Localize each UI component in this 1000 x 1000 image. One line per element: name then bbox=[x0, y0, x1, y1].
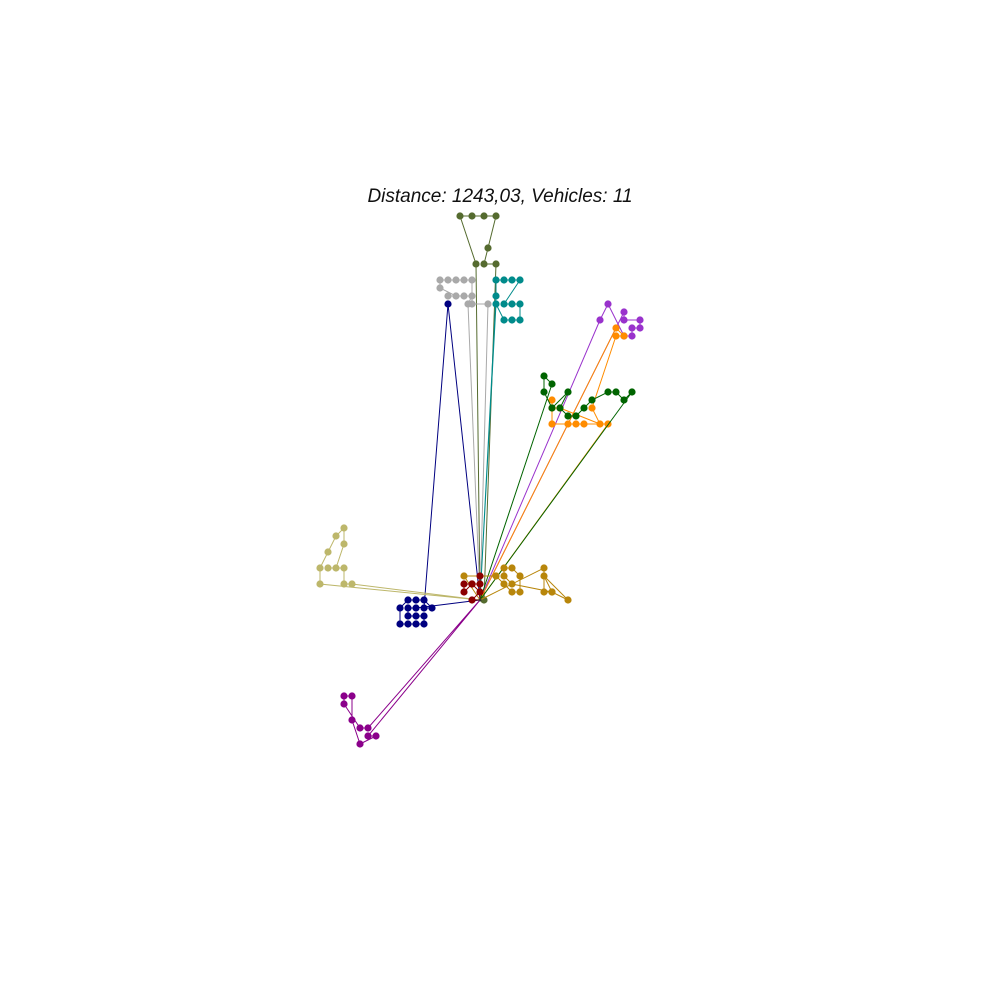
customer-point bbox=[516, 276, 523, 283]
customer-point bbox=[628, 332, 635, 339]
customer-point bbox=[516, 588, 523, 595]
customer-point bbox=[340, 580, 347, 587]
customer-point bbox=[564, 420, 571, 427]
customer-point bbox=[612, 324, 619, 331]
customer-point bbox=[356, 740, 363, 747]
customer-point bbox=[596, 316, 603, 323]
route-5 bbox=[316, 524, 480, 600]
customer-point bbox=[452, 292, 459, 299]
customer-point bbox=[420, 620, 427, 627]
customer-point bbox=[340, 524, 347, 531]
customer-point bbox=[500, 580, 507, 587]
customer-point bbox=[492, 212, 499, 219]
route-line bbox=[480, 304, 640, 600]
customer-point bbox=[480, 212, 487, 219]
customer-point bbox=[404, 604, 411, 611]
customer-point bbox=[356, 724, 363, 731]
customer-point bbox=[548, 380, 555, 387]
plot-title: Distance: 1243,03, Vehicles: 11 bbox=[367, 186, 633, 207]
customer-point bbox=[636, 324, 643, 331]
customer-point bbox=[500, 564, 507, 571]
customer-point bbox=[340, 692, 347, 699]
customer-point bbox=[468, 596, 475, 603]
customer-point bbox=[500, 316, 507, 323]
customer-point bbox=[412, 604, 419, 611]
customer-point bbox=[604, 300, 611, 307]
customer-point bbox=[460, 580, 467, 587]
customer-point bbox=[564, 412, 571, 419]
route-line bbox=[320, 528, 480, 600]
customer-point bbox=[316, 580, 323, 587]
customer-point bbox=[468, 580, 475, 587]
route-line bbox=[440, 280, 488, 600]
customer-point bbox=[332, 532, 339, 539]
customer-point bbox=[620, 316, 627, 323]
customer-point bbox=[456, 212, 463, 219]
depot-point bbox=[479, 599, 482, 602]
customer-point bbox=[492, 300, 499, 307]
customer-point bbox=[444, 276, 451, 283]
customer-point bbox=[548, 420, 555, 427]
customer-point bbox=[348, 580, 355, 587]
customer-point bbox=[500, 572, 507, 579]
customer-point bbox=[444, 300, 451, 307]
customer-point bbox=[628, 324, 635, 331]
customer-point bbox=[500, 276, 507, 283]
customer-point bbox=[636, 316, 643, 323]
customer-point bbox=[412, 596, 419, 603]
customer-point bbox=[396, 604, 403, 611]
customer-point bbox=[588, 404, 595, 411]
customer-point bbox=[404, 612, 411, 619]
customer-point bbox=[340, 540, 347, 547]
customer-point bbox=[476, 580, 483, 587]
customer-point bbox=[476, 572, 483, 579]
customer-point bbox=[580, 420, 587, 427]
customer-point bbox=[460, 588, 467, 595]
customer-point bbox=[508, 564, 515, 571]
customer-point bbox=[436, 276, 443, 283]
customer-point bbox=[500, 300, 507, 307]
customer-point bbox=[492, 260, 499, 267]
customer-point bbox=[372, 732, 379, 739]
customer-point bbox=[476, 588, 483, 595]
customer-point bbox=[436, 284, 443, 291]
customer-point bbox=[508, 300, 515, 307]
customer-point bbox=[428, 604, 435, 611]
customer-point bbox=[628, 388, 635, 395]
customer-point bbox=[460, 276, 467, 283]
customer-point bbox=[548, 404, 555, 411]
customer-point bbox=[588, 396, 595, 403]
customer-point bbox=[464, 300, 471, 307]
customer-point bbox=[540, 588, 547, 595]
customer-point bbox=[508, 580, 515, 587]
route-2 bbox=[436, 276, 491, 600]
customer-point bbox=[316, 564, 323, 571]
customer-point bbox=[572, 412, 579, 419]
customer-point bbox=[620, 396, 627, 403]
customer-point bbox=[468, 212, 475, 219]
customer-point bbox=[540, 564, 547, 571]
customer-point bbox=[508, 316, 515, 323]
customer-point bbox=[472, 260, 479, 267]
customer-point bbox=[620, 308, 627, 315]
customer-point bbox=[492, 276, 499, 283]
customer-point bbox=[340, 700, 347, 707]
customer-point bbox=[340, 564, 347, 571]
route-6 bbox=[480, 300, 644, 600]
customer-point bbox=[596, 420, 603, 427]
route-4 bbox=[396, 300, 480, 627]
customer-point bbox=[548, 588, 555, 595]
customer-point bbox=[364, 732, 371, 739]
customer-point bbox=[564, 388, 571, 395]
customer-point bbox=[540, 372, 547, 379]
customer-point bbox=[612, 332, 619, 339]
customer-point bbox=[332, 564, 339, 571]
customer-point bbox=[556, 404, 563, 411]
customer-point bbox=[412, 620, 419, 627]
route-3 bbox=[480, 276, 524, 600]
customer-point bbox=[348, 716, 355, 723]
customer-point bbox=[620, 332, 627, 339]
customer-point bbox=[452, 276, 459, 283]
customer-point bbox=[492, 292, 499, 299]
customer-point bbox=[492, 572, 499, 579]
customer-point bbox=[404, 596, 411, 603]
customer-point bbox=[604, 388, 611, 395]
customer-point bbox=[480, 260, 487, 267]
customer-point bbox=[468, 276, 475, 283]
customer-point bbox=[508, 588, 515, 595]
route-line bbox=[344, 600, 480, 744]
customer-point bbox=[612, 388, 619, 395]
customer-point bbox=[420, 604, 427, 611]
customer-point bbox=[580, 404, 587, 411]
customer-point bbox=[324, 548, 331, 555]
route-line bbox=[480, 328, 624, 600]
route-7 bbox=[480, 324, 628, 600]
customer-point bbox=[540, 572, 547, 579]
customer-point bbox=[540, 388, 547, 395]
customer-point bbox=[396, 620, 403, 627]
customer-point bbox=[516, 300, 523, 307]
customer-point bbox=[564, 596, 571, 603]
customer-point bbox=[364, 724, 371, 731]
customer-point bbox=[516, 316, 523, 323]
customer-point bbox=[324, 564, 331, 571]
customer-point bbox=[444, 292, 451, 299]
customer-point bbox=[460, 572, 467, 579]
customer-point bbox=[404, 620, 411, 627]
customer-point bbox=[420, 596, 427, 603]
customer-point bbox=[460, 292, 467, 299]
customer-point bbox=[508, 276, 515, 283]
customer-point bbox=[484, 300, 491, 307]
customer-point bbox=[516, 572, 523, 579]
customer-point bbox=[572, 420, 579, 427]
customer-point bbox=[468, 292, 475, 299]
customer-point bbox=[348, 692, 355, 699]
customer-point bbox=[412, 612, 419, 619]
customer-point bbox=[420, 612, 427, 619]
customer-point bbox=[484, 244, 491, 251]
